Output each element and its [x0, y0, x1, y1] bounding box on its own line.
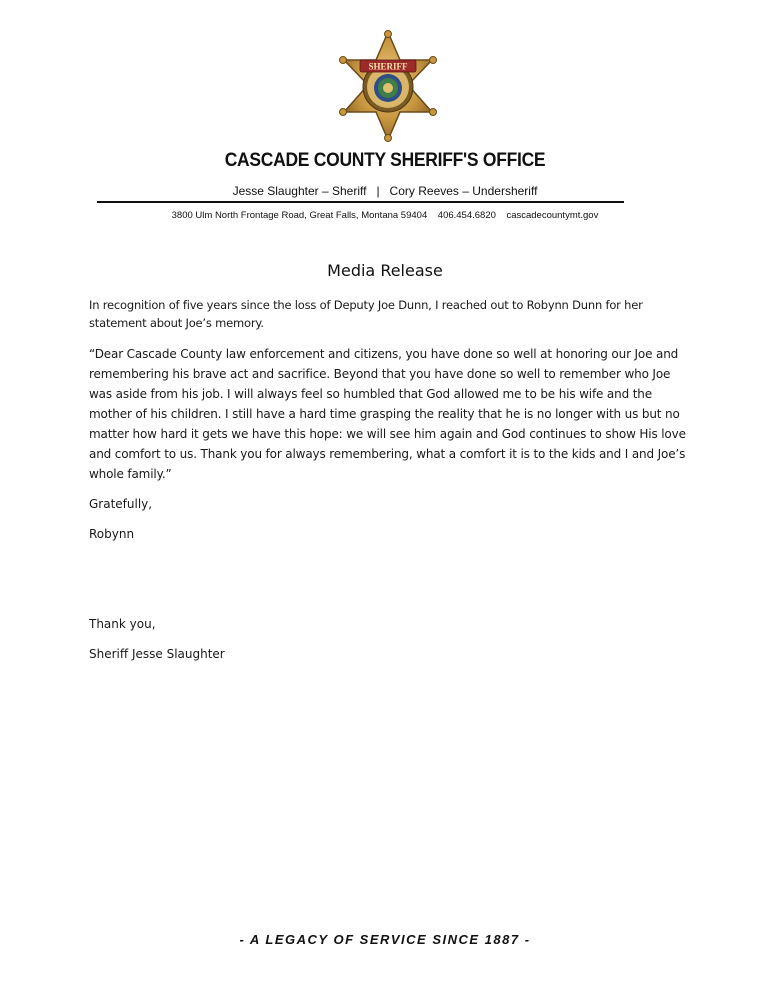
- closing-line: Gratefully,: [89, 497, 153, 511]
- signature-robynn: Robynn: [89, 527, 135, 541]
- sheriff-signature: Sheriff Jesse Slaughter: [89, 647, 225, 661]
- thanks-line: Thank you,: [89, 617, 156, 631]
- quote-paragraph: “Dear Cascade County law enforcement and citizens, you have done so well at honoring our Joe and remembering his brave act and sacrifice. Beyond that you have done so well to remember who Joe was aside from his job. I will always feel so humbled that God allowed me to be his wife and the mother of his children. I still have a hard time grasping the reality that he is no longer with us but no matter how hard it gets we have this hope: we will see him again and God continues to show His love and comfort to us. Thank you for always remembering, what a comfort it is to the kids and I and Joe’s whole family.”: [89, 347, 686, 481]
- release-body: [89, 296, 689, 664]
- badge-text: SHERIFF: [368, 61, 408, 72]
- address-line: 3800 Ulm North Frontage Road, Great Falls, Montana 59404 406.454.6820 cascadecountymt.gov: [171, 210, 599, 221]
- intro-paragraph: In recognition of five years since the loss of Deputy Joe Dunn, I reached out to Robynn Dunn for her statement about Joe’s memory.: [89, 298, 643, 330]
- footer-motto: - A LEGACY OF SERVICE SINCE 1887 -: [239, 932, 531, 947]
- officials-line: Jesse Slaughter – Sheriff | Cory Reeves – Undersheriff: [232, 184, 538, 198]
- header-divider: [97, 201, 624, 203]
- page-title: Media Release: [327, 261, 443, 280]
- sheriff-badge-logo: [338, 30, 438, 142]
- office-title: CASCADE COUNTY SHERIFF'S OFFICE: [224, 150, 546, 171]
